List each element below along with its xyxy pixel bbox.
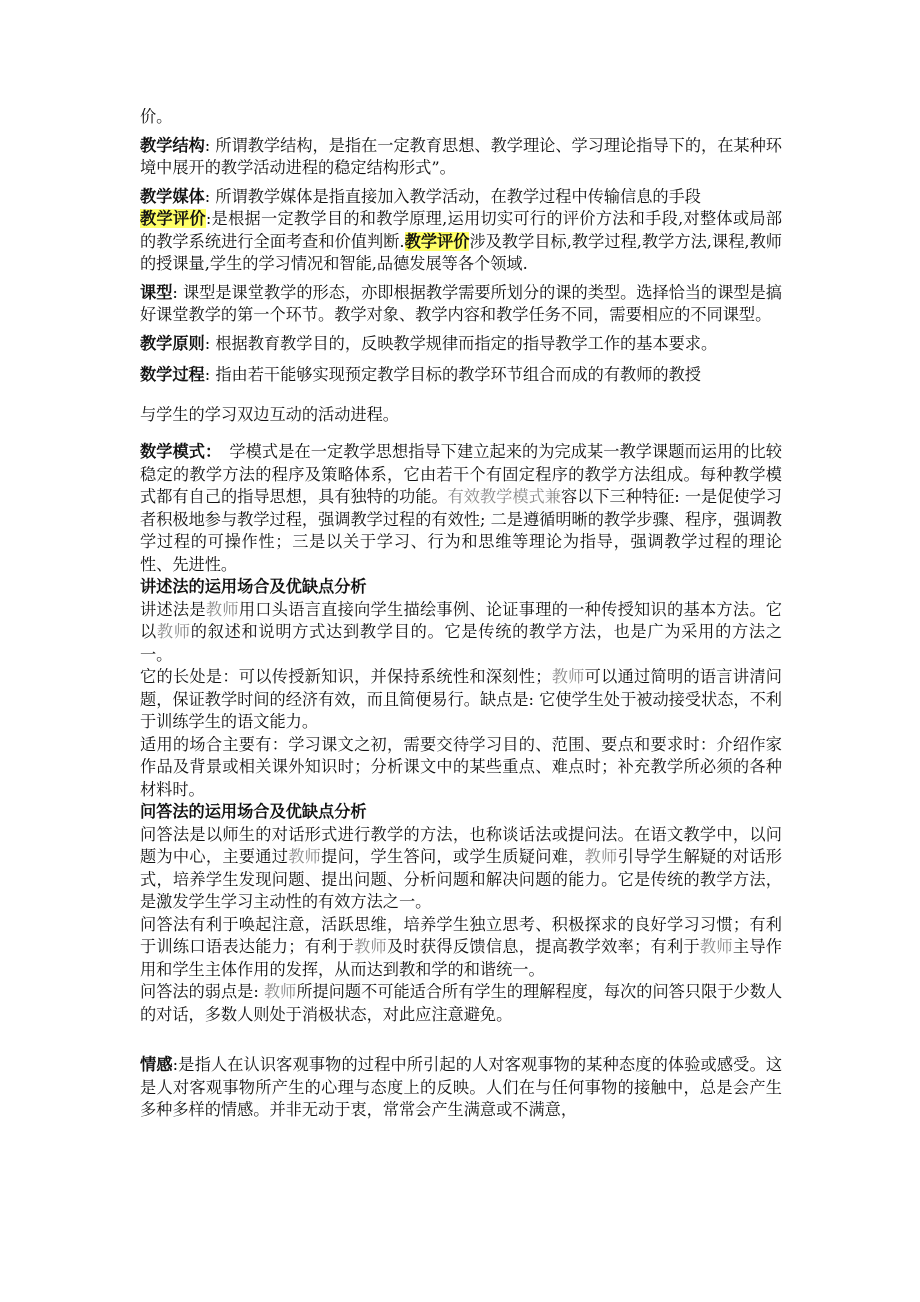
paragraph-jiaoxue-meiti: 教学媒体: 所谓教学媒体是指直接加入教学活动，在教学过程中传输信息的手段 [140, 186, 701, 206]
term-jiaoxue-yuanze: 教学原则 [140, 333, 205, 353]
paragraph-jiangshufa-definition: 讲述法是教师用口头语言直接向学生描绘事例、论证事理的一种传授知识的基本方法。它以教师的叙述和说明方式达到教学目的。它是传统的教学方法，也是广为采用的方法之一。 [140, 599, 783, 664]
paragraph-jiaoxue-pingjia: 教学评价:是根据一定教学目的和教学原理,运用切实可行的评价方法和手段,对整体或局部的教学系统进行全面考查和价值判断.教学评价涉及教学目标,教学过程,教学方法,课程,教师的授课量,学生的学习情况和智能,品德发展等各个领域. [140, 209, 783, 273]
document-page [140, 106, 782, 1122]
paragraph-jiangshufa-pros-cons: 它的长处是：可以传授新知识，并保持系统性和深刻性；教师可以通过简明的语言讲清问题，保证教学时间的经济有效，而且简便易行。缺点是: 它使学生处于被动接受状态，不利于训练学生的语文能力。 [140, 667, 782, 731]
paragraph-jiaoxue-jiegou: 教学结构: 所谓教学结构，是指在一定教育思想、教学理论、学习理论指导下的，在某种环境中展开的教学活动进程的稳定结构形式”。 [140, 135, 782, 177]
term-kexing: 课型 [140, 282, 173, 302]
section-heading-wendafa: 问答法的运用场合及优缺点分析 [140, 802, 367, 821]
paragraph-jiaoxue-yuanze: 教学原则: 根据教育教学目的，反映教学规律而指定的指导教学工作的基本要求。 [140, 333, 718, 353]
highlighted-term: 教学评价 [404, 231, 470, 251]
paragraph-kexing: 课型: 课型是课堂教学的形态，亦即根据教学需要所划分的课的类型。选择恰当的课型是搞好课堂教学的第一个环节。教学对象、教学内容和教学任务不同，需要相应的不同课型。 [140, 282, 782, 324]
term-jiaoxue-jiegou: 教学结构 [140, 135, 205, 155]
paragraph-wendafa-advantages: 问答法有利于唤起注意，活跃思维，培养学生独立思考、积极探求的良好学习习惯；有利于训练口语表达能力；有利于教师及时获得反馈信息，提高教学效率；有利于教师主导作用和学生主体作用的发挥，从而达到教和学的和谐统一。 [140, 914, 782, 979]
paragraph-wendafa-definition: 问答法是以师生的对话形式进行教学的方法，也称谈话法或提问法。在语文教学中，以问题为中心，主要通过教师提问，学生答问，或学生质疑问难，教师引导学生解疑的对话形式，培养学生发现问题、提出问题、分析问题和解决问题的能力。它是传统的教学方法，是激发学生学习主动性的有效方法之一。 [140, 824, 782, 911]
highlighted-term: 教学评价 [140, 209, 206, 228]
paragraph-jiangshufa-usage: 适用的场合主要有：学习课文之初，需要交待学习目的、范围、要点和要求时：介绍作家作品及背景或相关课外知识时；分析课文中的某些重点、难点时；补充教学所必须的各种材料时。 [140, 734, 782, 799]
term-shuxue-guocheng: 数学过程 [140, 365, 205, 384]
term-jiaoxue-meiti: 教学媒体 [140, 186, 205, 206]
paragraph-shuxue-guocheng: 数学过程: 指由若干能够实现预定教学目标的教学环节组合而成的有教师的教授 [140, 365, 701, 384]
blank-line [140, 1026, 782, 1048]
section-heading-jiangshufa: 讲述法的运用场合及优缺点分析 [140, 577, 367, 596]
paragraph-wendafa-weakness: 问答法的弱点是: 教师所提问题不可能适合所有学生的理解程度，每次的问答只限于少数人的对话，多数人则处于消极状态，对此应注意避免。 [140, 982, 783, 1024]
paragraph-shuxue-moshi: 数学模式： 学模式是在一定教学思想指导下建立起来的为完成某一教学课题而运用的比较稳定的教学方法的程序及策略体系，它由若干个有固定程序的教学方法组成。每种教学模式都有自己的指导思想，具有独特的功能。有效教学模式兼容以下三种特征: 一是促使学习者积极地参与教学过程，强调教学过程的有效性; 二是遵循明晰的教学步骤、程序，强调教学过程的可操作性；三是以关于学习、行为和思维等理论为指导，强调教学过程的理论性、先进性。 [140, 442, 782, 574]
term-qinggan: 情感 [140, 1055, 173, 1074]
paragraph-qinggan: 情感:是指人在认识客观事物的过程中所引起的人对客观事物的某种态度的体验或感受。这是人对客观事物所产生的心理与态度上的反映。人们在与任何事物的接触中，总是会产生多种多样的情感。并非无动于衷，常常会产生满意或不满意， [140, 1055, 783, 1119]
term-shuxue-moshi: 数学模式： [140, 442, 214, 461]
paragraph-continuation: 价。 [140, 107, 173, 126]
paragraph-shuxue-guocheng-cont: 与学生的学习双边互动的活动进程。 [140, 405, 399, 424]
